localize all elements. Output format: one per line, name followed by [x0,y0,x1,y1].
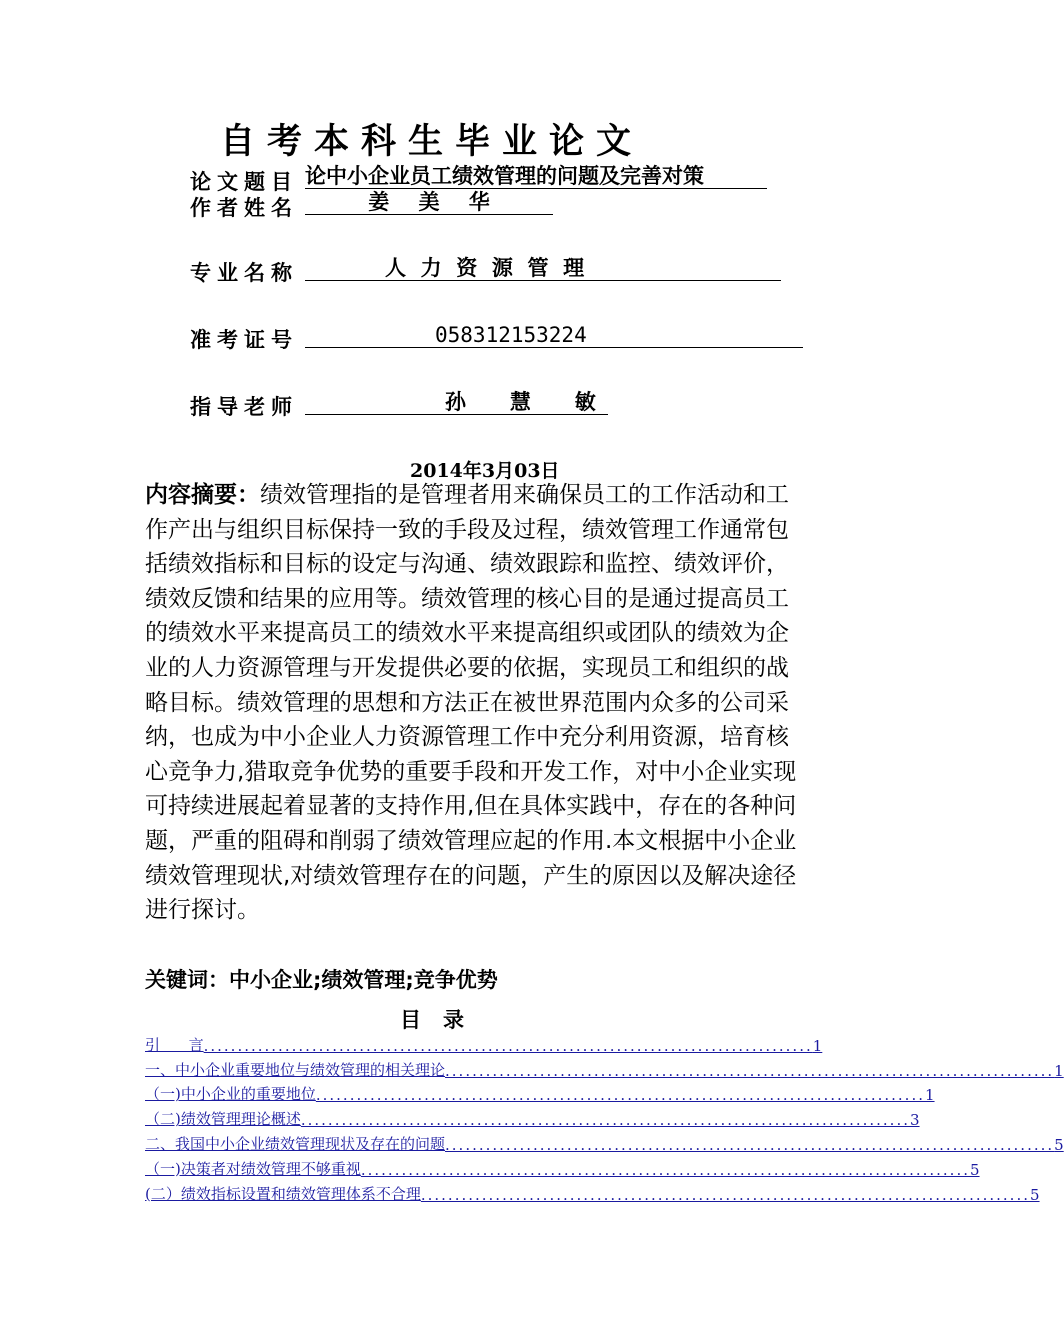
author-value: 姜 美 华 [305,190,553,215]
document-title: 自考本科生毕业论文 [220,121,644,162]
abstract-text: 绩效管理指的是管理者用来确保员工的工作活动和工作产出与组织目标保持一致的手段及过程，绩效管理工作通常包括绩效指标和目标的设定与沟通、绩效跟踪和监控、绩效评价，绩效反馈和结果的应用等。绩效管理的核心目的是通过提高员工的绩效水平来提高员工的绩效水平来提高组织或团队的绩效为企业的人力资源管理与开发提供必要的依据，实现员工和组织的战略目标。绩效管理的思想和方法正在被世界范围内众多的公司采纳，也成为中小企业人力资源管理工作中充分利用资源，培育核心竞争力,猎取竞争优势的重要手段和开发工作，对中小企业实现可持续进展起着显著的支持作用,但在具体实践中，存在的各种问题，严重的阻碍和削弱了绩效管理应起的作用.本文根据中小企业绩效管理现状,对绩效管理存在的问题，产生的原因以及解决途径进行探讨。 [145,482,797,924]
toc-item[interactable]: 一、中小企业重要地位与绩效管理的相关理论 .......................................................................................... 1 [145,1060,1064,1080]
exam-number-value: 058312153224 [305,323,803,348]
major-label: 专业名称 [190,260,298,285]
thesis-value: 论中小企业员工绩效管理的问题及完善对策 [305,164,767,189]
date: 2014年3月03日 [410,460,560,482]
advisor-value: 孙 慧 敏 [305,390,608,415]
toc-item[interactable]: （二)绩效管理理论概述 .......................................................................................... 3 [145,1110,920,1130]
table-of-contents [145,1030,1064,1204]
toc-item[interactable]: （一)决策者对绩效管理不够重视 .......................................................................................... 5 [145,1159,980,1179]
exam-number-label: 准考证号 [190,327,298,352]
advisor-label: 指导老师 [190,394,298,419]
abstract [145,478,810,928]
toc-item[interactable]: （一)中小企业的重要地位 .......................................................................................... 1 [145,1085,935,1105]
major-value: 人 力 资 源 管 理 [305,256,781,281]
author-label: 作者姓名 [190,195,298,220]
keywords: 关键词：中小企业;绩效管理;竞争优势 [145,968,498,992]
toc-title: 目录 [400,1008,486,1032]
toc-item[interactable]: 引 言 .......................................................................................... 1 [145,1035,823,1055]
abstract-label: 内容摘要： [145,482,260,508]
toc-item[interactable]: 二、我国中小企业绩效管理现状及存在的问题 .......................................................................................... 5 [145,1134,1064,1154]
thesis-label: 论文题目 [190,169,298,194]
toc-item[interactable]: (二）绩效指标设置和绩效管理体系不合理 .......................................................................................... 5 [145,1184,1040,1204]
